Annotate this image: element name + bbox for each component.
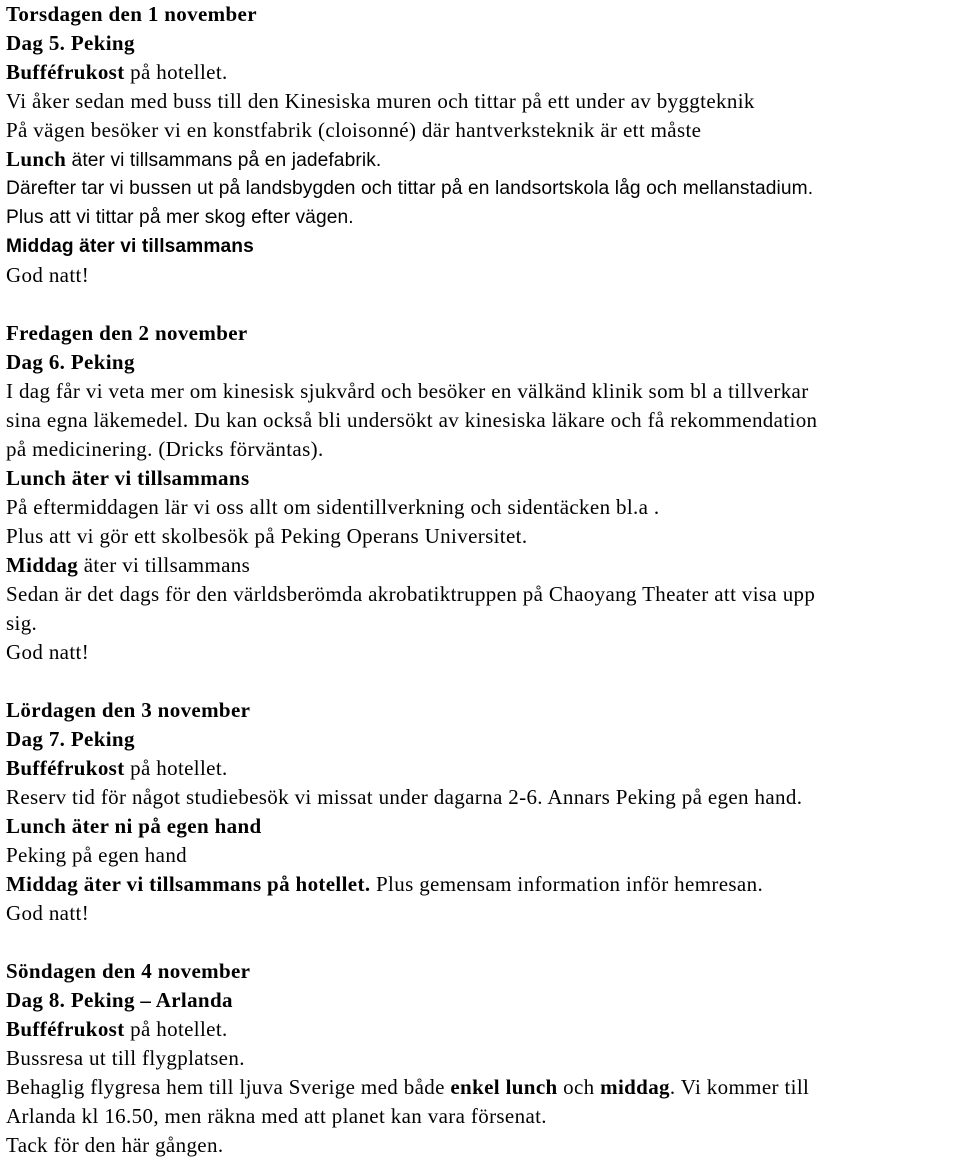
day-7-lunch: Lunch äter ni på egen hand: [6, 814, 262, 838]
day-6-line-7: sig.: [6, 611, 38, 635]
section-spacer: [6, 667, 960, 696]
day-8-line-4: Tack för den här gången.: [6, 1133, 224, 1157]
day-6-title: Dag 6. Peking: [6, 350, 135, 374]
day-5-line-1: Vi åker sedan med buss till den Kinesiska muren och tittar på ett under av byggteknik: [6, 89, 755, 113]
day-6-goodnight: God natt!: [6, 640, 90, 664]
day-7-goodnight: God natt!: [6, 901, 90, 925]
day-8-line-3: Arlanda kl 16.50, men räkna med att planet kan vara försenat.: [6, 1104, 547, 1128]
day-5-line-2: På vägen besöker vi en konstfabrik (cloisonné) där hantverksteknik är ett måste: [6, 118, 702, 142]
day-5-line-4: Plus att vi tittar på mer skog efter vägen.: [6, 207, 354, 228]
day-5-dinner: Middag äter vi tillsammans: [6, 236, 254, 257]
day-6-line-4: På eftermiddagen lär vi oss allt om sidentillverkning och sidentäcken bl.a .: [6, 495, 660, 519]
day-8-line-1: Bussresa ut till flygplatsen.: [6, 1046, 245, 1070]
day-5-line-3: Därefter tar vi bussen ut på landsbygden och tittar på en landsortskola låg och mellanstadium.: [6, 178, 814, 199]
day-6-line-1: I dag får vi veta mer om kinesisk sjukvård och besöker en välkänd klinik som bl a tillverkar: [6, 379, 809, 403]
section-spacer: [6, 290, 960, 319]
day-7-section: [6, 696, 960, 928]
day-8-breakfast: Bufféfrukost på hotellet.: [6, 1017, 228, 1041]
day-5-section: [6, 0, 960, 290]
day-6-line-3: på medicinering. (Dricks förväntas).: [6, 437, 324, 461]
day-8-line-2: Behaglig flygresa hem till ljuva Sverige med både enkel lunch och middag. Vi kommer till: [6, 1075, 810, 1099]
day-7-line-2: Peking på egen hand: [6, 843, 188, 867]
day-6-date: Fredagen den 2 november: [6, 321, 248, 345]
day-8-title: Dag 8. Peking – Arlanda: [6, 988, 233, 1012]
day-6-line-6: Sedan är det dags för den världsberömda akrobatiktruppen på Chaoyang Theater att visa upp: [6, 582, 816, 606]
day-6-line-2: sina egna läkemedel. Du kan också bli undersökt av kinesiska läkare och få rekommendation: [6, 408, 818, 432]
day-6-line-5: Plus att vi gör ett skolbesök på Peking Operans Universitet.: [6, 524, 528, 548]
day-5-breakfast: Bufféfrukost på hotellet.: [6, 60, 228, 84]
day-7-dinner: Middag äter vi tillsammans på hotellet. Plus gemensam information inför hemresan.: [6, 872, 764, 896]
day-7-line-1: Reserv tid för något studiebesök vi missat under dagarna 2-6. Annars Peking på egen hand.: [6, 785, 803, 809]
day-7-date: Lördagen den 3 november: [6, 698, 251, 722]
day-6-lunch: Lunch äter vi tillsammans: [6, 466, 250, 490]
day-5-date: Torsdagen den 1 november: [6, 2, 257, 26]
day-5-lunch: Lunch äter vi tillsammans på en jadefabrik.: [6, 147, 382, 171]
day-5-goodnight: God natt!: [6, 263, 90, 287]
day-8-date: Söndagen den 4 november: [6, 959, 251, 983]
day-8-section: [6, 957, 960, 1160]
day-7-breakfast: Bufféfrukost på hotellet.: [6, 756, 228, 780]
day-7-title: Dag 7. Peking: [6, 727, 135, 751]
day-6-dinner: Middag äter vi tillsammans: [6, 553, 251, 577]
day-5-title: Dag 5. Peking: [6, 31, 135, 55]
day-6-section: [6, 319, 960, 667]
section-spacer: [6, 928, 960, 957]
